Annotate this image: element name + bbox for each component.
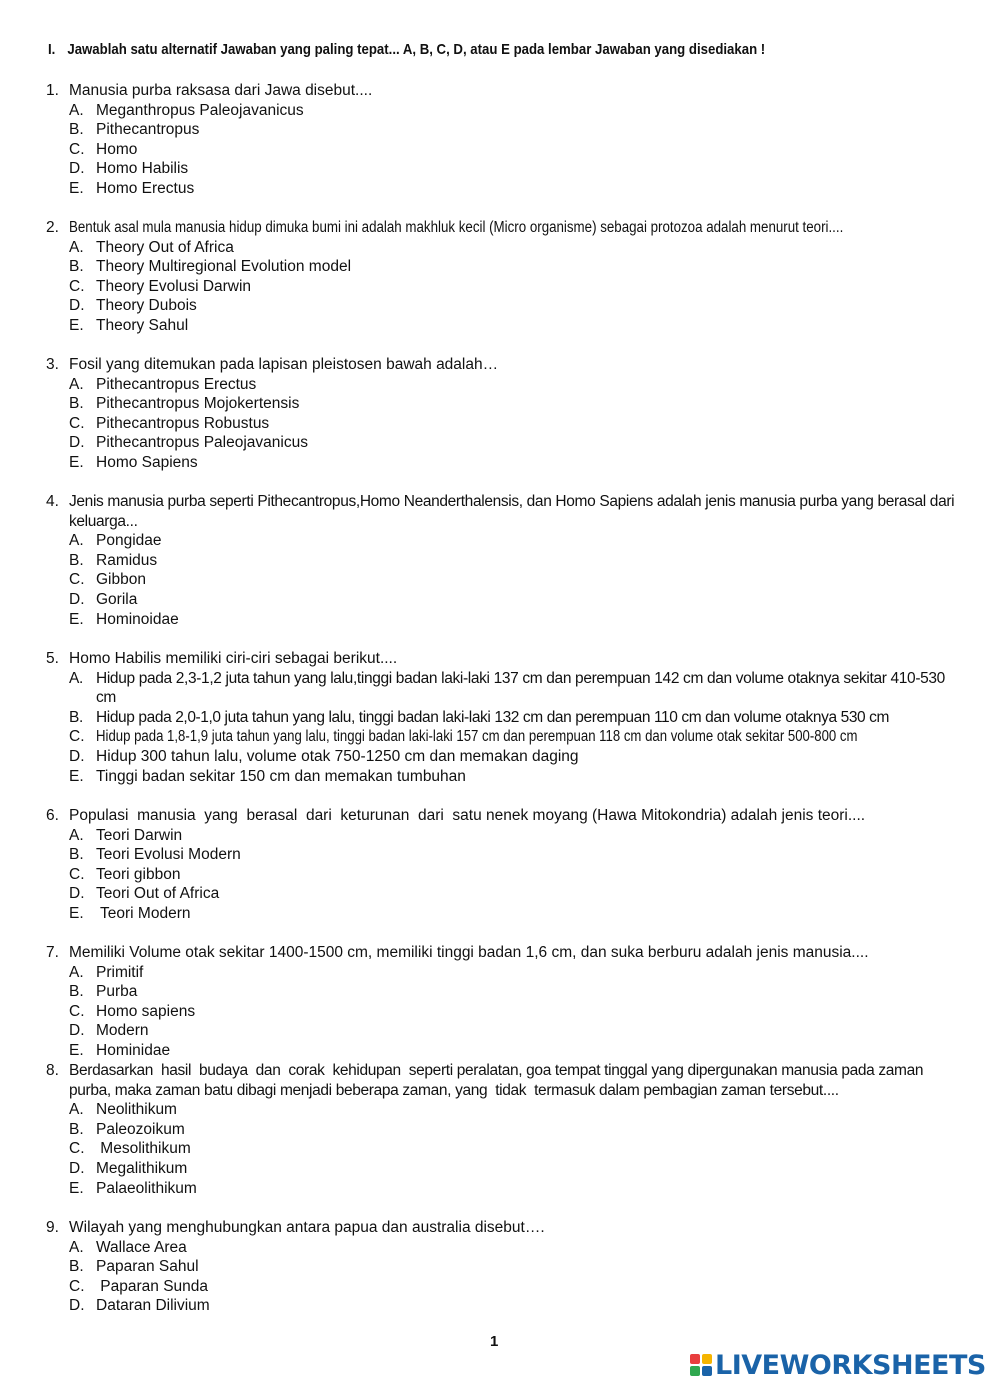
option-text: Teori Modern bbox=[96, 904, 191, 922]
answer-option bbox=[46, 982, 976, 1002]
answer-option bbox=[46, 394, 976, 414]
answer-option bbox=[46, 1238, 976, 1258]
question-number: 5. bbox=[46, 650, 59, 667]
question-number: 6. bbox=[46, 807, 59, 824]
option-text: Gorila bbox=[96, 590, 138, 608]
option-text: Megalithikum bbox=[96, 1159, 188, 1177]
answer-option bbox=[46, 1002, 976, 1022]
answer-option bbox=[46, 963, 976, 983]
option-letter: A. bbox=[69, 238, 84, 256]
answer-option bbox=[46, 140, 976, 160]
option-letter: D. bbox=[69, 747, 85, 765]
answer-option bbox=[46, 159, 976, 179]
option-text: Homo sapiens bbox=[96, 1002, 196, 1020]
option-letter: C. bbox=[69, 140, 85, 158]
answer-option bbox=[46, 179, 976, 199]
option-letter: C. bbox=[69, 1002, 85, 1020]
question-text: Jenis manusia purba seperti Pithecantropus,Homo Neanderthalensis, dan Homo Sapiens adalah jenis manusia purba yang berasal dari keluarga... bbox=[69, 493, 955, 530]
question-number: 7. bbox=[46, 944, 59, 961]
answer-option bbox=[46, 1296, 976, 1316]
answer-option bbox=[46, 767, 976, 787]
answer-option bbox=[46, 610, 976, 630]
answer-option bbox=[46, 1120, 976, 1140]
answer-option bbox=[46, 1041, 976, 1061]
question-8 bbox=[46, 1061, 976, 1198]
option-text: Theory Dubois bbox=[96, 297, 197, 315]
question-text: Homo Habilis memiliki ciri-ciri sebagai berikut.... bbox=[69, 650, 398, 667]
option-text: Pithecantropus Paleojavanicus bbox=[96, 434, 308, 452]
logo-tile-red bbox=[690, 1354, 700, 1364]
answer-option bbox=[46, 375, 976, 395]
answer-option bbox=[46, 884, 976, 904]
option-letter: E. bbox=[69, 1041, 84, 1059]
option-text: Meganthropus Paleojavanicus bbox=[96, 101, 304, 119]
option-text: Hominoidae bbox=[96, 610, 179, 628]
answer-option bbox=[46, 238, 976, 258]
option-letter: A. bbox=[69, 963, 84, 981]
question-text: Populasi manusia yang berasal dari keturunan dari satu nenek moyang (Hawa Mitokondria) adalah jenis teori.... bbox=[69, 807, 866, 824]
option-text: Mesolithikum bbox=[96, 1140, 191, 1158]
option-letter: C. bbox=[69, 1140, 85, 1158]
question-text: Fosil yang ditemukan pada lapisan pleistosen bawah adalah… bbox=[69, 356, 499, 373]
question-5 bbox=[46, 649, 976, 786]
option-letter: D. bbox=[69, 1022, 85, 1040]
answer-option bbox=[46, 551, 976, 571]
option-letter: E. bbox=[69, 179, 84, 197]
option-letter: E. bbox=[69, 904, 84, 922]
question-text: Manusia purba raksasa dari Jawa disebut.... bbox=[69, 82, 373, 99]
question-number: 4. bbox=[46, 493, 59, 510]
option-letter: C. bbox=[69, 865, 85, 883]
option-letter: C. bbox=[69, 277, 85, 295]
question-number: 9. bbox=[46, 1219, 59, 1236]
option-letter: B. bbox=[69, 551, 84, 569]
option-letter: D. bbox=[69, 1297, 85, 1315]
option-text: Hidup pada 2,3-1,2 juta tahun yang lalu,tinggi badan laki-laki 137 cm dan perempuan 142 cm dan volume otaknya sekitar 410-530 cm bbox=[96, 669, 945, 707]
option-letter: C. bbox=[69, 414, 85, 432]
option-letter: B. bbox=[69, 121, 84, 139]
option-letter: E. bbox=[69, 316, 84, 334]
question-number: 8. bbox=[46, 1062, 59, 1079]
instruction-text: Jawablah satu alternatif Jawaban yang paling tepat... A, B, C, D, atau E pada lembar Jawaban yang disediakan ! bbox=[67, 41, 766, 58]
option-text: Paleozoikum bbox=[96, 1120, 185, 1138]
option-text: Ramidus bbox=[96, 551, 158, 569]
question-number: 2. bbox=[46, 219, 59, 236]
page-number: 1 bbox=[490, 1333, 499, 1350]
option-letter: C. bbox=[69, 728, 85, 746]
option-text: Homo Erectus bbox=[96, 179, 195, 197]
answer-option bbox=[46, 590, 976, 610]
question-number: 1. bbox=[46, 82, 59, 99]
answer-option bbox=[46, 414, 976, 434]
option-letter: A. bbox=[69, 1101, 84, 1119]
answer-option bbox=[46, 257, 976, 277]
option-text: Theory Multiregional Evolution model bbox=[96, 258, 352, 276]
logo-tile-blue bbox=[702, 1366, 712, 1376]
option-text: Dataran Dilivium bbox=[96, 1297, 210, 1315]
question-text: Memiliki Volume otak sekitar 1400-1500 cm, memiliki tinggi badan 1,6 cm, dan suka berburu adalah jenis manusia.... bbox=[69, 944, 869, 961]
option-letter: D. bbox=[69, 1159, 85, 1177]
answer-option bbox=[46, 708, 976, 728]
option-text: Teori Darwin bbox=[96, 826, 183, 844]
answer-option bbox=[46, 277, 976, 297]
option-text: Pithecantropus Erectus bbox=[96, 375, 257, 393]
option-text: Primitif bbox=[96, 963, 144, 981]
question-3 bbox=[46, 355, 976, 473]
option-letter: B. bbox=[69, 983, 84, 1001]
option-letter: B. bbox=[69, 1120, 84, 1138]
option-letter: D. bbox=[69, 590, 85, 608]
option-text: Theory Evolusi Darwin bbox=[96, 277, 252, 295]
option-letter: D. bbox=[69, 297, 85, 315]
option-text: Neolithikum bbox=[96, 1101, 177, 1119]
question-6 bbox=[46, 806, 976, 924]
option-text: Theory Sahul bbox=[96, 316, 189, 334]
answer-option bbox=[46, 1100, 976, 1120]
option-letter: B. bbox=[69, 846, 84, 864]
option-letter: A. bbox=[69, 375, 84, 393]
option-text: Tinggi badan sekitar 150 cm dan memakan tumbuhan bbox=[96, 767, 466, 785]
option-letter: C. bbox=[69, 1277, 85, 1295]
option-text: Teori Out of Africa bbox=[96, 885, 220, 903]
option-text: Paparan Sunda bbox=[96, 1277, 209, 1295]
option-text: Pithecantropus bbox=[96, 121, 200, 139]
question-1 bbox=[46, 81, 976, 199]
option-text: Hidup 300 tahun lalu, volume otak 750-1250 cm dan memakan daging bbox=[96, 747, 579, 765]
answer-option bbox=[46, 316, 976, 336]
option-text: Homo Habilis bbox=[96, 160, 189, 178]
answer-option bbox=[46, 453, 976, 473]
question-4 bbox=[46, 492, 976, 629]
option-letter: A. bbox=[69, 826, 84, 844]
question-text: Bentuk asal mula manusia hidup dimuka bumi ini adalah makhluk kecil (Micro organisme) sebagai protozoa adalah menurut teori.... bbox=[69, 219, 844, 236]
liveworksheets-logo-icon bbox=[690, 1354, 712, 1376]
option-text: Homo bbox=[96, 140, 138, 158]
answer-option bbox=[46, 747, 976, 767]
option-text: Gibbon bbox=[96, 571, 146, 589]
option-letter: A. bbox=[69, 532, 84, 550]
option-text: Paparan Sahul bbox=[96, 1258, 199, 1276]
option-text: Wallace Area bbox=[96, 1238, 187, 1256]
option-letter: B. bbox=[69, 258, 84, 276]
option-text: Homo Sapiens bbox=[96, 453, 198, 471]
question-2 bbox=[46, 218, 976, 336]
option-letter: D. bbox=[69, 434, 85, 452]
question-number: 3. bbox=[46, 356, 59, 373]
question-text: Wilayah yang menghubungkan antara papua dan australia disebut…. bbox=[69, 1219, 545, 1236]
liveworksheets-brand[interactable] bbox=[690, 1349, 986, 1381]
question-text: Berdasarkan hasil budaya dan corak kehidupan seperti peralatan, goa tempat tinggal yang dipergunakan manusia pada zaman purba, maka zaman batu dibagi menjadi beberapa zaman, yang tidak termasuk dalam pembagian zaman tersebut.... bbox=[69, 1062, 928, 1099]
answer-option bbox=[46, 826, 976, 846]
answer-option bbox=[46, 570, 976, 590]
option-letter: B. bbox=[69, 1258, 84, 1276]
option-letter: E. bbox=[69, 767, 84, 785]
option-text: Theory Out of Africa bbox=[96, 238, 234, 256]
answer-option bbox=[46, 1277, 976, 1297]
answer-option bbox=[46, 845, 976, 865]
answer-option bbox=[46, 296, 976, 316]
answer-option bbox=[46, 531, 976, 551]
option-text: Pithecantropus Robustus bbox=[96, 414, 270, 432]
option-text: Teori Evolusi Modern bbox=[96, 846, 241, 864]
option-text: Pithecantropus Mojokertensis bbox=[96, 395, 300, 413]
option-text: Modern bbox=[96, 1022, 149, 1040]
answer-option bbox=[46, 1159, 976, 1179]
answer-option bbox=[46, 1139, 976, 1159]
option-letter: C. bbox=[69, 571, 85, 589]
option-letter: E. bbox=[69, 1179, 84, 1197]
question-7 bbox=[46, 943, 976, 1061]
instruction-heading bbox=[48, 40, 858, 60]
logo-tile-green bbox=[690, 1366, 700, 1376]
logo-tile-yellow bbox=[702, 1354, 712, 1364]
brand-name: LIVEWORKSHEETS bbox=[715, 1349, 986, 1381]
answer-option bbox=[46, 120, 976, 140]
option-letter: A. bbox=[69, 101, 84, 119]
option-text: Purba bbox=[96, 983, 138, 1001]
option-text: Hominidae bbox=[96, 1041, 171, 1059]
option-letter: A. bbox=[69, 1238, 84, 1256]
answer-option bbox=[46, 1257, 976, 1277]
answer-option bbox=[46, 669, 976, 708]
section-number: I. bbox=[48, 41, 56, 58]
answer-option bbox=[46, 433, 976, 453]
option-letter: E. bbox=[69, 610, 84, 628]
option-letter: B. bbox=[69, 395, 84, 413]
option-text: Palaeolithikum bbox=[96, 1179, 197, 1197]
answer-option bbox=[46, 101, 976, 121]
option-letter: B. bbox=[69, 708, 83, 726]
option-letter: D. bbox=[69, 885, 85, 903]
option-text: Hidup pada 2,0-1,0 juta tahun yang lalu, tinggi badan laki-laki 132 cm dan perempuan 110 cm dan volume otaknya 530 cm bbox=[96, 708, 890, 726]
answer-option bbox=[46, 904, 976, 924]
option-text: Teori gibbon bbox=[96, 865, 181, 883]
option-text: Pongidae bbox=[96, 532, 162, 550]
option-letter: A. bbox=[69, 669, 83, 687]
option-letter: D. bbox=[69, 160, 85, 178]
option-text: Hidup pada 1,8-1,9 juta tahun yang lalu, tinggi badan laki-laki 157 cm dan perempuan 118 cm dan volume otak sekitar 500-800 cm bbox=[96, 728, 858, 746]
answer-option bbox=[46, 727, 976, 747]
question-9 bbox=[46, 1218, 976, 1316]
answer-option bbox=[46, 1021, 976, 1041]
answer-option bbox=[46, 865, 976, 885]
option-letter: E. bbox=[69, 453, 84, 471]
answer-option bbox=[46, 1179, 976, 1199]
